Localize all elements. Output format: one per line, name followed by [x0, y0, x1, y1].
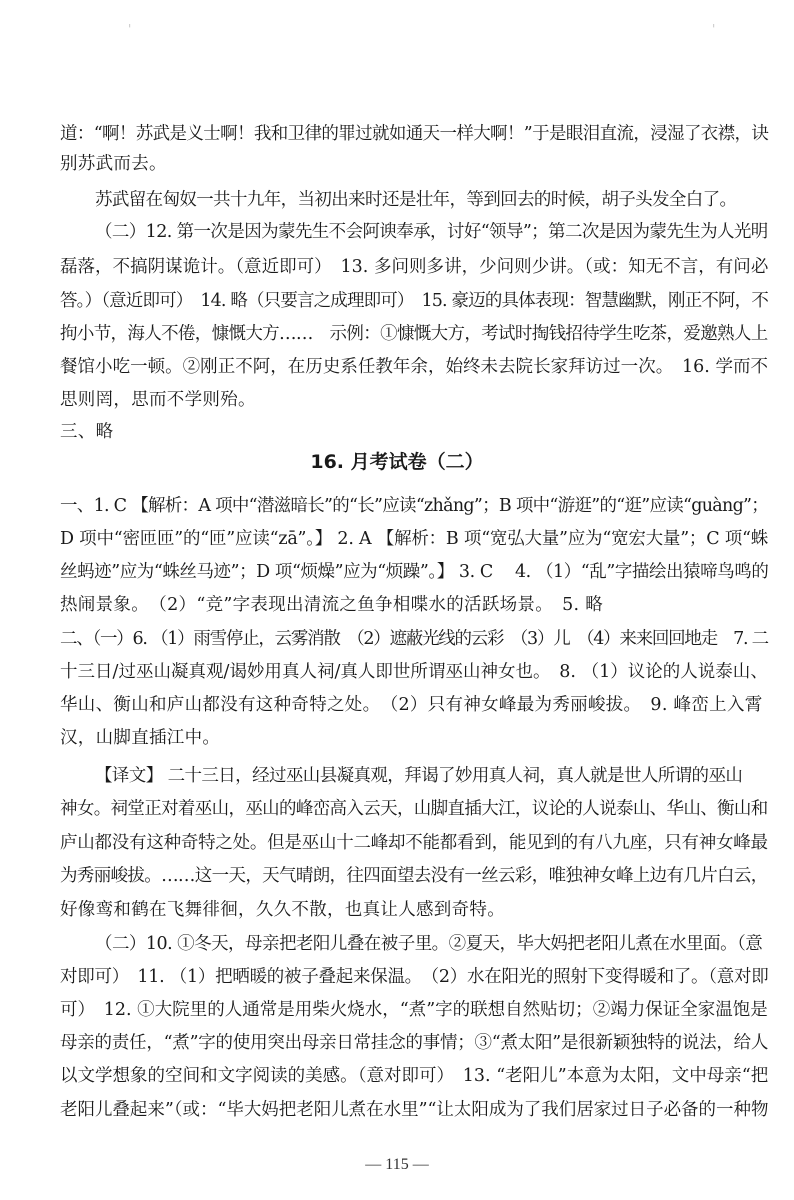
text-line: 三、略	[60, 422, 114, 442]
section-title: 16. 月考试卷（二）	[310, 451, 484, 473]
text-line: 华山、衡山和庐山都没有这种奇特之处。 （2）只有神女峰最为秀丽峻拔。 9. 峰峦上入霄	[60, 695, 763, 715]
text-line: 一、1. C 【解析：A 项中“潜滋暗长”的“长”应读“zhǎng”；B 项中“游逛”的“逛”应读“guàng”；	[60, 496, 769, 516]
text-line: 热闹景象。 （2）“竞”字表现出清流之鱼争相喋水的活跃场景。 5. 略	[60, 595, 604, 615]
text-line: （二）10. ①冬天，母亲把老阳儿叠在被子里。②夏天，毕大妈把老阳儿煮在水里面。（意	[95, 934, 763, 954]
text-line: 可） 12. ①大院里的人通常是用柴火烧水，“煮”字的联想自然贴切；②竭力保证全家温饱是	[60, 1000, 768, 1020]
text-line: 餐馆小吃一顿。②刚正不阿，在历史系任教年余，始终未去院长家拜访过一次。 16. 学而不	[60, 357, 769, 377]
translation-line: 神女。祠堂正对着巫山，巫山的峰峦高入云天，山脚直插大江，议论的人说泰山、华山、衡山和	[60, 799, 768, 819]
text-line: 十三日/过巫山凝真观/谒妙用真人祠/真人即世所谓巫山神女也。 8. （1）议论的人说泰山、	[60, 662, 768, 682]
text-line: 思则罔，思而不学则殆。	[60, 390, 256, 410]
translation-line: 【译文】 二十三日，经过巫山县凝真观，拜谒了妙用真人祠，真人就是世人所谓的巫山	[95, 766, 743, 786]
corner-mark-left: '	[128, 22, 132, 36]
text-line: 丝蚂迹”应为“蛛丝马迹”；D 项“烦燥”应为“烦躁”。】 3. C 4. （1）“乱”字描绘出猿啼鸟鸣的	[60, 562, 769, 582]
translation-line: 庐山都没有这种奇特之处。但是巫山十二峰却不能都看到，能见到的有八九座，只有神女峰最	[60, 833, 768, 853]
text-line: 苏武留在匈奴一共十九年，当初出来时还是壮年，等到回去的时候，胡子头发全白了。	[95, 190, 737, 210]
translation-line: 好像鸾和鹤在飞舞徘徊，久久不散，也真让人感到奇特。	[60, 900, 505, 920]
page-number: — 115 —	[365, 1156, 429, 1173]
text-line: D 项中“密匝匝”的“匝”应读“zā”。】 2. A 【解析：B 项“宽弘大量”应为“宽宏大量”；C 项“蛛	[60, 529, 769, 549]
text-line: 拘小节，海人不倦，慷慨大方…… 示例：①慷慨大方，考试时掏钱招待学生吃茶，爱邀熟人上	[60, 324, 768, 344]
text-line: 母亲的责任，“煮”字的使用突出母亲日常挂念的事情；③“煮太阳”是很新颖独特的说法，给人	[60, 1033, 769, 1053]
text-line: 二、（一）6. （1）雨雪停止，云雾消散 （2）遮蔽光线的云彩 （3）儿 （4）来来回回地走 7. 二	[60, 629, 768, 649]
text-line: 道：“啊！苏武是义士啊！我和卫律的罪过就如通天一样大啊！”于是眼泪直流，浸湿了衣襟，诀	[60, 124, 769, 144]
text-line: 答。）（意近即可） 14. 略（只要言之成理即可） 15. 豪迈的具体表现：智慧幽默，刚正不阿，不	[60, 291, 768, 311]
text-line: （二）12. 第一次是因为蒙先生不会阿谀奉承，讨好“领导”；第二次是因为蒙先生为人光明	[95, 222, 768, 242]
text-line: 汉，山脚直插江中。	[60, 728, 221, 748]
text-line: 老阳儿叠起来”（或：“毕大妈把老阳儿煮在水里”“让太阳成为了我们居家过日子必备的一种物	[60, 1100, 769, 1120]
corner-mark-right: '	[712, 22, 716, 36]
translation-line: 为秀丽峻拔。……这一天，天气晴朗，往四面望去没有一丝云彩，唯独神女峰上边有几片白云，	[60, 866, 768, 886]
text-line: 以文学想象的空间和文字阅读的美感。（意对即可） 13. “老阳儿”本意为太阳，文中母亲“把	[60, 1066, 769, 1086]
text-line: 别苏武而去。	[60, 154, 167, 174]
text-line: 磊落，不搞阴谋诡计。（意近即可） 13. 多问则多讲，少问则少讲。（或：知无不言，有问必	[60, 257, 769, 277]
text-line: 对即可） 11. （1）把晒暖的被子叠起来保温。 （2）水在阳光的照射下变得暖和了。（意对即	[60, 967, 769, 987]
